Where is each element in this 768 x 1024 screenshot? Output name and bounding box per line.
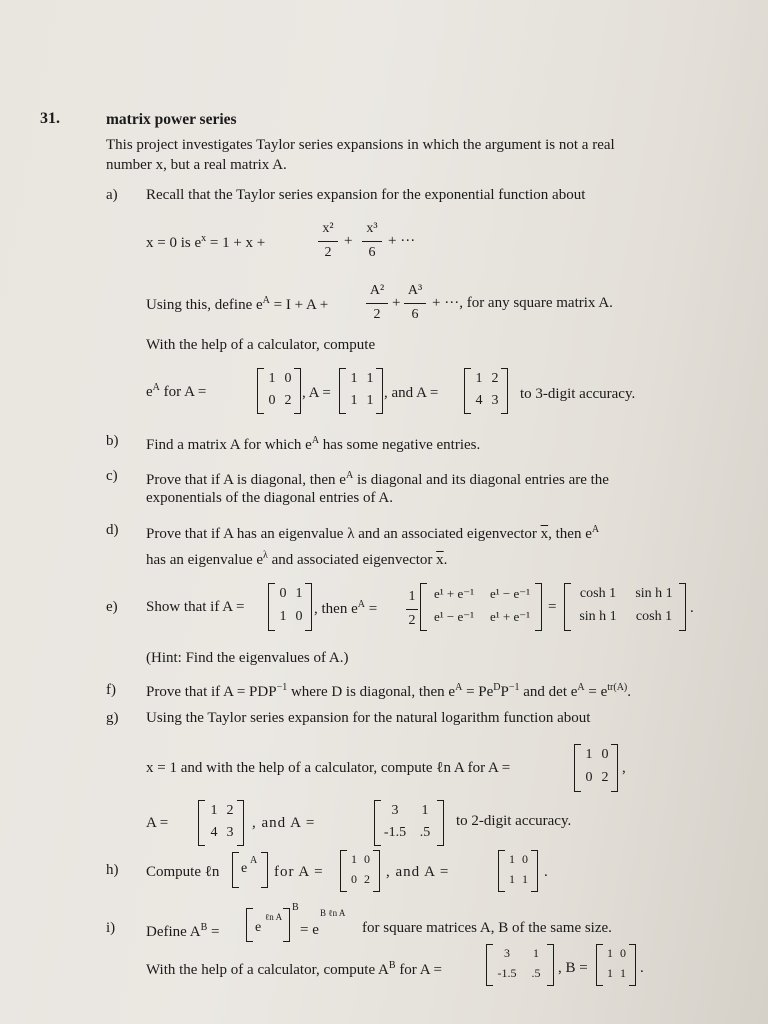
part-a-exp-series: x = 0 is $e^x = 1 + x$ + xyxy=(146,233,266,251)
frac-x3-over-6: x³ 6 xyxy=(362,221,382,261)
matrix-e-A: 0 1 1 0 xyxy=(268,583,312,631)
part-f-label: f) xyxy=(106,682,116,698)
accuracy-3-digit: to 3-digit accuracy. xyxy=(520,386,636,402)
matrix-h-A: 1 0 0 2 xyxy=(340,850,380,892)
accuracy-2-digit: to 2-digit accuracy. xyxy=(456,813,572,829)
matrix-e-cosh: cosh 1 sin h 1 sin h 1 cosh 1 xyxy=(564,583,686,631)
part-g-A-equals: A = xyxy=(146,815,169,831)
part-c-line-2: exponentials of the diagonal entries of A. xyxy=(146,490,394,506)
plus-sign: + xyxy=(392,295,401,311)
part-i-period: . xyxy=(640,960,644,976)
part-g-line-1: Using the Taylor series expansion for the natural logarithm function about xyxy=(146,710,591,726)
matrix-a-3: 1 2 4 3 xyxy=(464,368,508,414)
problem-number: 31. xyxy=(40,110,60,127)
part-h-compute: Compute ℓn xyxy=(146,864,220,880)
matrix-a-1: 1 0 0 2 xyxy=(257,368,301,414)
matrix-h-B: 1 0 1 1 xyxy=(498,850,538,892)
part-a-compute-eA: $e^A$ for A = xyxy=(146,382,207,400)
sep-a-2: , and A = xyxy=(384,385,439,401)
part-h-label: h) xyxy=(106,862,119,878)
part-e-label: e) xyxy=(106,599,118,615)
part-i-eq-e: = e xyxy=(300,922,319,938)
part-f-text: Prove that if $A = PDP^{-1}$ where D is diagonal, then $e^A = Pe^DP^{-1}$ and $\det e^A = e^{tr(A)}$. xyxy=(146,682,631,700)
part-i-line-2: With the help of a calculator, compute $A^B$ for A = xyxy=(146,960,442,978)
intro-line-2: number x, but a real matrix A. xyxy=(106,157,287,173)
part-g-line-2: x = 1 and with the help of a calculator, compute ℓn A for A = xyxy=(146,760,511,776)
outer-exponent-B: B xyxy=(292,902,299,913)
part-b-label: b) xyxy=(106,433,119,449)
part-b-text: Find a matrix A for which $e^A$ has some negative entries. xyxy=(146,435,481,453)
part-e-period: . xyxy=(690,600,694,616)
frac-one-half: 1 2 xyxy=(406,589,418,629)
part-e-equals: = xyxy=(548,599,557,615)
part-a-define-end: + ···, for any square matrix A. xyxy=(432,295,613,311)
part-d-line-2: has an eigenvalue $e^\lambda$ and associated eigenvector $\overline{x}$. xyxy=(146,550,448,568)
sep-a-1: , A = xyxy=(302,385,331,401)
matrix-a-2: 1 1 1 1 xyxy=(339,368,383,414)
part-e-then: , then $e^A$ = xyxy=(314,599,378,617)
part-a-label: a) xyxy=(106,187,118,203)
matrix-g-B: 1 2 4 3 xyxy=(198,800,244,846)
part-h-period: . xyxy=(544,864,548,880)
intro-line-1: This project investigates Taylor series expansions in which the argument is not a real xyxy=(106,137,615,153)
part-h-for: for A = xyxy=(274,864,324,880)
part-g-and: , and A = xyxy=(252,815,316,831)
part-g-comma: , xyxy=(622,760,626,776)
exponent-B-ln-A: B ℓn A xyxy=(320,908,346,918)
problem-title: matrix power series xyxy=(106,111,237,128)
part-h-and: , and A = xyxy=(386,864,450,880)
matrix-i-A: 3 1 -1.5 .5 xyxy=(486,944,554,986)
matrix-i-B: 1 0 1 1 xyxy=(596,944,636,986)
part-c-line-1: Prove that if A is diagonal, then $e^A$ is diagonal and its diagonal entries are the xyxy=(146,470,609,488)
part-e-hint: (Hint: Find the eigenvalues of A.) xyxy=(146,650,349,666)
frac-A2-over-2: A² 2 xyxy=(366,283,388,323)
frac-A3-over-6: A³ 6 xyxy=(404,283,426,323)
series-ellipsis: + ··· xyxy=(388,233,416,249)
matrix-e-exp: e¹ + e⁻¹ e¹ − e⁻¹ e¹ − e⁻¹ e¹ + e⁻¹ xyxy=(420,583,542,631)
matrix-g-A: 1 0 0 2 xyxy=(574,744,618,792)
part-i-post: for square matrices A, B of the same size. xyxy=(362,920,612,936)
part-c-label: c) xyxy=(106,468,118,484)
bracket-e-lnA: e ℓn A xyxy=(246,908,290,942)
frac-x2-over-2: x² 2 xyxy=(318,221,338,261)
part-i-B-equals: , B = xyxy=(558,960,588,976)
part-a-line-1: Recall that the Taylor series expansion for the exponential function about xyxy=(146,187,586,203)
part-i-define: Define $A^B$ = xyxy=(146,922,220,940)
part-d-label: d) xyxy=(106,522,119,538)
part-d-line-1: Prove that if A has an eigenvalue λ and an associated eigenvector $\overline{x}$, then $e^A$ xyxy=(146,524,600,542)
plus-sign: + xyxy=(344,233,353,249)
bracket-e-A: e A xyxy=(232,852,268,888)
part-i-label: i) xyxy=(106,920,116,936)
part-g-label: g) xyxy=(106,710,119,726)
part-a-compute-prompt: With the help of a calculator, compute xyxy=(146,337,376,353)
matrix-g-C: 3 1 -1.5 .5 xyxy=(374,800,444,846)
part-e-show: Show that if A = xyxy=(146,599,245,615)
part-a-define-eA: Using this, define $e^A = I + A$ + xyxy=(146,295,329,313)
